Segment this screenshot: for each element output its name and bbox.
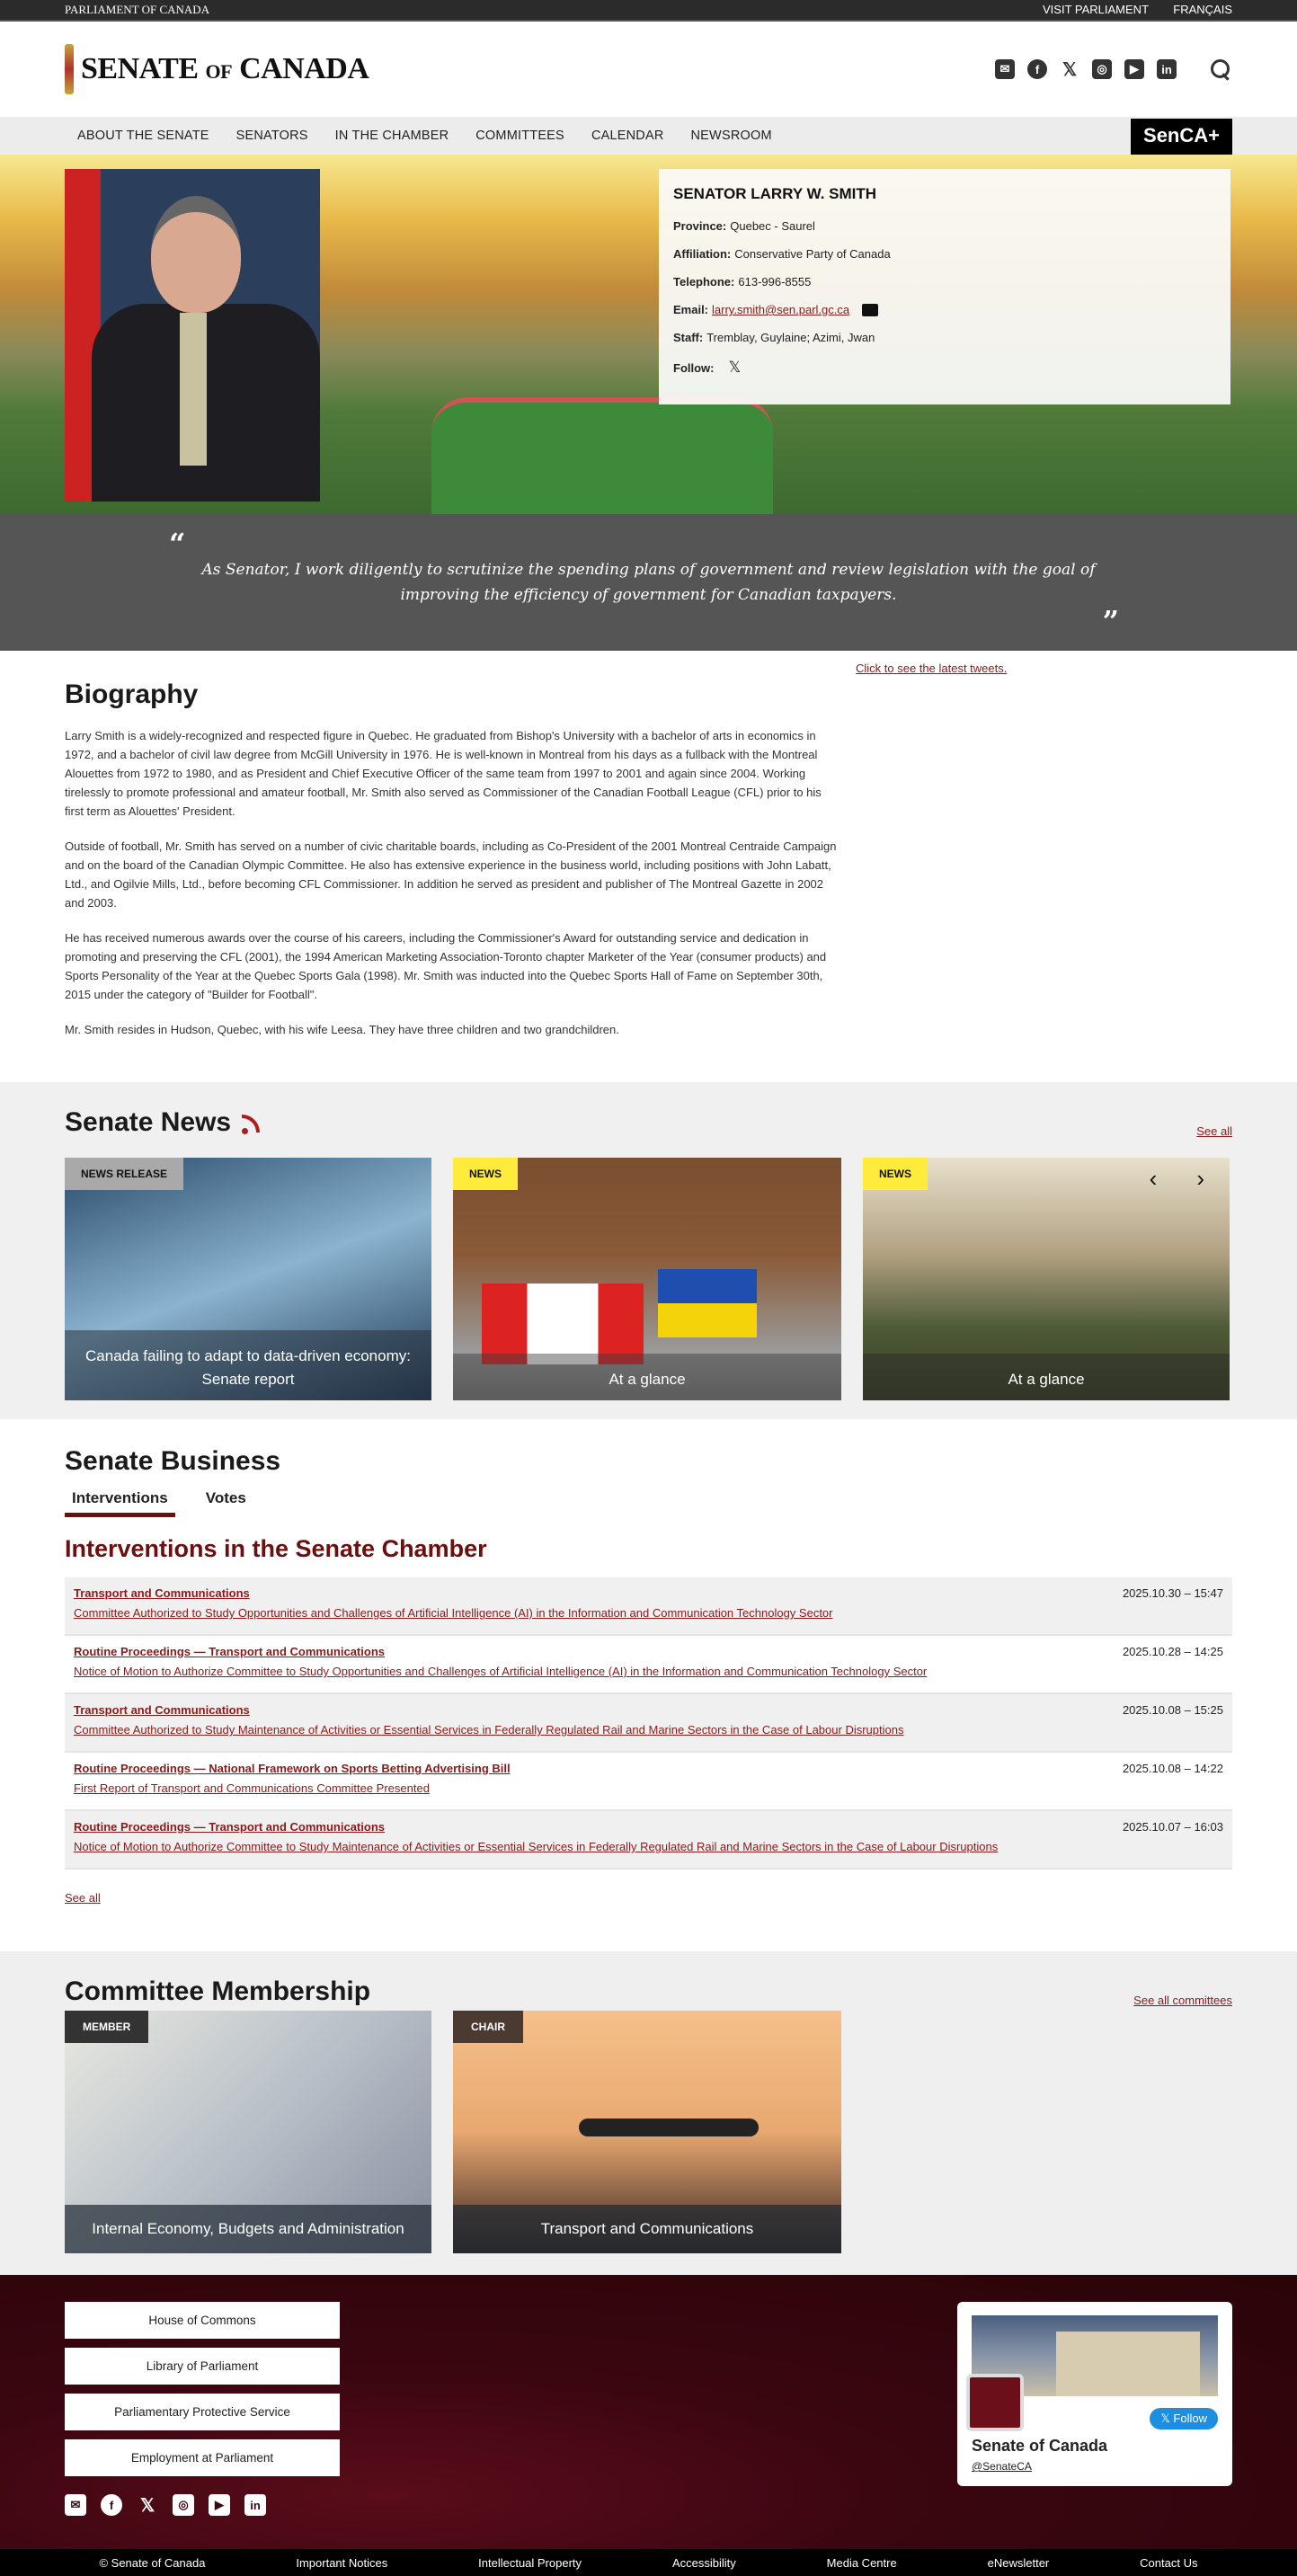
committee-role-tag: MEMBER [65, 2011, 148, 2043]
nav-calendar[interactable]: CALENDAR [591, 129, 664, 143]
quote-text: As Senator, I work diligently to scrutinize the spending plans of government and review legislation with the goal of improving the efficiency of government for Canadian taxpayers. [201, 561, 1096, 604]
open-quote-icon: “ [169, 527, 186, 561]
email-icon[interactable]: ✉ [995, 59, 1015, 79]
province-value: Quebec - Saurel [730, 219, 815, 233]
email-row: Email: larry.smith@sen.parl.gc.ca [673, 303, 1216, 316]
biography-title: Biography [65, 680, 199, 709]
committee-cards [65, 2011, 1232, 2253]
affiliation-value: Conservative Party of Canada [734, 247, 891, 261]
latest-tweets-link[interactable]: Click to see the latest tweets. [856, 662, 1008, 675]
header-social-icons [995, 58, 1232, 81]
x-follow-button[interactable]: 𝕏 Follow [1150, 2408, 1218, 2429]
senator-portrait [65, 169, 320, 502]
intervention-row [65, 1811, 1232, 1870]
parliament-top-bar [0, 0, 1297, 22]
site-header [0, 22, 1297, 117]
intellectual-property-link[interactable]: Intellectual Property [478, 2555, 582, 2570]
logo-canada: CANADA [239, 52, 369, 85]
affiliation-row: Affiliation: Conservative Party of Canada [673, 247, 891, 261]
senator-name: SENATOR LARRY W. SMITH [673, 185, 877, 202]
facebook-icon[interactable]: f [101, 2494, 122, 2516]
senca-plus-button[interactable]: SenCA+ [1131, 119, 1232, 155]
staff-row: Staff: Tremblay, Guylaine; Azimi, Jwan [673, 331, 875, 344]
important-notices-link[interactable]: Important Notices [296, 2555, 388, 2570]
intervention-row [65, 1636, 1232, 1694]
senator-quote [0, 514, 1297, 651]
vcard-icon[interactable] [862, 304, 878, 316]
staff-value: Tremblay, Guylaine; Azimi, Jwan [706, 331, 875, 344]
news-title: Senate News [65, 1107, 232, 1137]
canada-flag-image [482, 1284, 644, 1364]
intervention-desc-link[interactable]: Committee Authorized to Study Opportunities and Challenges of Artificial Intelligence (AI) in the Information and Communication Technology Sector [74, 1606, 833, 1620]
senate-business-section [0, 1419, 1297, 1951]
rss-icon[interactable] [242, 1111, 262, 1134]
bio-paragraph: Mr. Smith resides in Hudson, Quebec, with his wife Leesa. They have three children and two grandchildren. [65, 1023, 619, 1036]
telephone-row: Telephone: 613-996-8555 [673, 275, 812, 289]
news-tag: NEWS RELEASE [65, 1158, 183, 1190]
bio-paragraph: Larry Smith is a widely-recognized and respected figure in Quebec. He graduated from Bishop's University with a bachelor of arts in economics in 1972, and a bachelor of civil law degree from McGill University in 1976. He is well-known in Montreal from his days as a fullback with the Montreal Alouettes from 1972 to 1980, and as President and Chief Executive Officer of the same team from 1997 to 2001 and again since 2004. Working tirelessly to promote professional and amateur football, Mr. Smith also served as Commissioner of the Canadian Football League (CFL) prior to his first term as Alouettes' President. [65, 729, 822, 818]
employment-link[interactable]: Employment at Parliament [65, 2439, 340, 2476]
protective-service-link[interactable]: Parliamentary Protective Service [65, 2394, 340, 2430]
senator-hero [0, 155, 1297, 514]
intervention-date: 2025.10.08 – 15:25 [1122, 1703, 1223, 1717]
logo-senate: SENATE [81, 52, 199, 85]
committee-card[interactable] [453, 2011, 841, 2253]
news-card[interactable] [453, 1158, 841, 1400]
visit-parliament-link[interactable]: VISIT PARLIAMENT [1043, 3, 1150, 16]
news-card[interactable] [863, 1158, 1230, 1400]
senate-news-section [0, 1082, 1297, 1419]
interventions-list [65, 1577, 1232, 1870]
news-caption: At a glance [863, 1354, 1230, 1400]
committee-membership-section [0, 1951, 1297, 2275]
biography-section [0, 651, 1297, 1082]
committee-card[interactable] [65, 2011, 431, 2253]
intervention-title-link[interactable]: Routine Proceedings — National Framework on Sports Betting Advertising Bill [74, 1762, 511, 1775]
linkedin-icon[interactable]: in [1157, 59, 1177, 79]
news-tag: NEWS [863, 1158, 928, 1190]
francais-link[interactable]: FRANÇAIS [1173, 3, 1232, 16]
nav-in-the-chamber[interactable]: IN THE CHAMBER [334, 129, 449, 143]
intervention-desc-link[interactable]: Notice of Motion to Authorize Committee to Study Maintenance of Activities or Essential Services in Federally Regulated Rail and Marine Sectors in the Case of Labour Disruptions [74, 1840, 999, 1853]
intervention-desc-link[interactable]: First Report of Transport and Communications Committee Presented [74, 1781, 430, 1795]
email-link[interactable]: larry.smith@sen.parl.gc.ca [712, 303, 850, 316]
linkedin-icon[interactable]: in [244, 2494, 266, 2516]
main-navigation [0, 117, 1297, 155]
library-of-parliament-link[interactable]: Library of Parliament [65, 2348, 340, 2385]
intervention-date: 2025.10.28 – 14:25 [1122, 1645, 1223, 1658]
search-icon[interactable] [1209, 58, 1232, 81]
bio-paragraph: He has received numerous awards over the course of his careers, including the Commissioner's Award for outstanding service and dedication in promoting and preserving the CFL (2001), the 1994 American Marketing Association-Toronto chapter Marketer of the Year (consumer products) and Sports Personality of the Year at the Quebec Sports Gala (1998). Mr. Smith was inducted into the Quebec Sports Hall of Fame on September 30th, 2015 under the category of "Builder for Football". [65, 931, 827, 1001]
nav-about-the-senate[interactable]: ABOUT THE SENATE [77, 129, 209, 143]
footer-social-icons [65, 2494, 1232, 2516]
intervention-title-link[interactable]: Routine Proceedings — Transport and Communications [74, 1645, 385, 1658]
committee-role-tag: CHAIR [453, 2011, 523, 2043]
intervention-desc-link[interactable]: Notice of Motion to Authorize Committee to Study Opportunities and Challenges of Artificial Intelligence (AI) in the Information and Communication Technology Sector [74, 1665, 928, 1678]
intervention-title-link[interactable]: Transport and Communications [74, 1586, 250, 1600]
tab-interventions[interactable]: Interventions [65, 1489, 175, 1517]
close-quote-icon: ” [1102, 604, 1119, 638]
carousel-next-button[interactable]: › [1196, 1165, 1204, 1192]
copyright-text: © Senate of Canada [99, 2555, 206, 2570]
news-carousel [65, 1158, 1232, 1400]
committee-name: Internal Economy, Budgets and Administration [65, 2205, 431, 2253]
enewsletter-link[interactable]: eNewsletter [987, 2555, 1050, 2570]
intervention-date: 2025.10.07 – 16:03 [1122, 1820, 1223, 1834]
x-icon[interactable]: 𝕏 [139, 2495, 155, 2516]
x-icon[interactable]: 𝕏 [1062, 59, 1078, 80]
senator-info-card [659, 169, 1230, 404]
interventions-subtitle: Interventions in the Senate Chamber [65, 1535, 487, 1562]
intervention-desc-link[interactable]: Committee Authorized to Study Maintenance of Activities or Essential Services in Federally Regulated Rail and Marine Sectors in the Case of Labour Disruptions [74, 1723, 904, 1737]
facebook-icon[interactable]: f [1027, 59, 1047, 79]
ukraine-flag-image [658, 1269, 757, 1337]
follow-row: Follow: 𝕏 [673, 359, 742, 376]
tab-votes[interactable]: Votes [205, 1489, 246, 1506]
business-title: Senate Business [65, 1446, 281, 1476]
stadium-background [431, 397, 773, 514]
bio-paragraph: Outside of football, Mr. Smith has served on a number of civic charitable boards, including as Co-President of the 2001 Montreal Centraide Campaign and on the board of the Canadian Olympic Committee. He also has extensive experience in the business world, including positions with John Labatt, Ltd., and Ogilvie Mills, Ltd., before becoming CFL Commissioner. In addition he served as president and publisher of The Montreal Gazette in 2002 and 2003. [65, 839, 837, 910]
footer-bottom-bar [0, 2549, 1297, 2576]
nav-committees[interactable]: COMMITTEES [475, 129, 564, 143]
accessibility-link[interactable]: Accessibility [671, 2555, 736, 2570]
senate-logo[interactable] [65, 44, 369, 94]
youtube-icon[interactable]: ▶ [1124, 59, 1144, 79]
instagram-icon[interactable]: ◎ [173, 2494, 194, 2516]
telephone-value: 613-996-8555 [738, 275, 812, 289]
intervention-row [65, 1753, 1232, 1811]
committees-title: Committee Membership [65, 1976, 371, 2006]
instagram-icon[interactable]: ◎ [1092, 59, 1112, 79]
site-footer [0, 2275, 1297, 2549]
twitter-account-name: Senate of Canada [972, 2437, 1108, 2455]
news-tag: NEWS [453, 1158, 518, 1190]
nav-newsroom[interactable]: NEWSROOM [690, 129, 772, 143]
intervention-row [65, 1577, 1232, 1636]
twitter-handle-link[interactable]: @SenateCA [972, 2460, 1032, 2473]
committee-name: Transport and Communications [453, 2205, 841, 2253]
intervention-date: 2025.10.08 – 14:22 [1122, 1762, 1223, 1775]
intervention-row [65, 1694, 1232, 1753]
news-caption: At a glance [453, 1354, 841, 1400]
mace-icon [65, 44, 74, 94]
email-icon[interactable]: ✉ [65, 2494, 86, 2516]
x-icon[interactable]: 𝕏 [728, 359, 742, 376]
senate-avatar [966, 2374, 1024, 2431]
nav-senators[interactable]: SENATORS [235, 129, 308, 143]
airplane-image [579, 2119, 759, 2136]
intervention-title-link[interactable]: Transport and Communications [74, 1703, 250, 1717]
news-caption: Canada failing to adapt to data-driven economy: Senate report [65, 1330, 431, 1400]
twitter-follow-widget [957, 2302, 1232, 2486]
news-card[interactable] [65, 1158, 431, 1400]
logo-of: OF [205, 60, 233, 83]
news-see-all-link[interactable]: See all [1196, 1124, 1232, 1138]
house-of-commons-link[interactable]: House of Commons [65, 2302, 340, 2339]
parliament-of-canada-label[interactable]: PARLIAMENT OF CANADA [65, 3, 210, 16]
contact-us-link[interactable]: Contact Us [1140, 2555, 1198, 2570]
interventions-see-all-link[interactable]: See all [65, 1891, 101, 1905]
intervention-date: 2025.10.30 – 15:47 [1122, 1586, 1223, 1600]
carousel-prev-button[interactable]: ‹ [1149, 1165, 1158, 1192]
footer-links [65, 2302, 340, 2476]
see-all-committees-link[interactable]: See all committees [1133, 1994, 1232, 2007]
business-tabs [65, 1489, 1232, 1517]
province-row: Province: Quebec - Saurel [673, 219, 815, 233]
youtube-icon[interactable]: ▶ [209, 2494, 230, 2516]
intervention-title-link[interactable]: Routine Proceedings — Transport and Communications [74, 1820, 385, 1834]
media-centre-link[interactable]: Media Centre [826, 2555, 897, 2570]
